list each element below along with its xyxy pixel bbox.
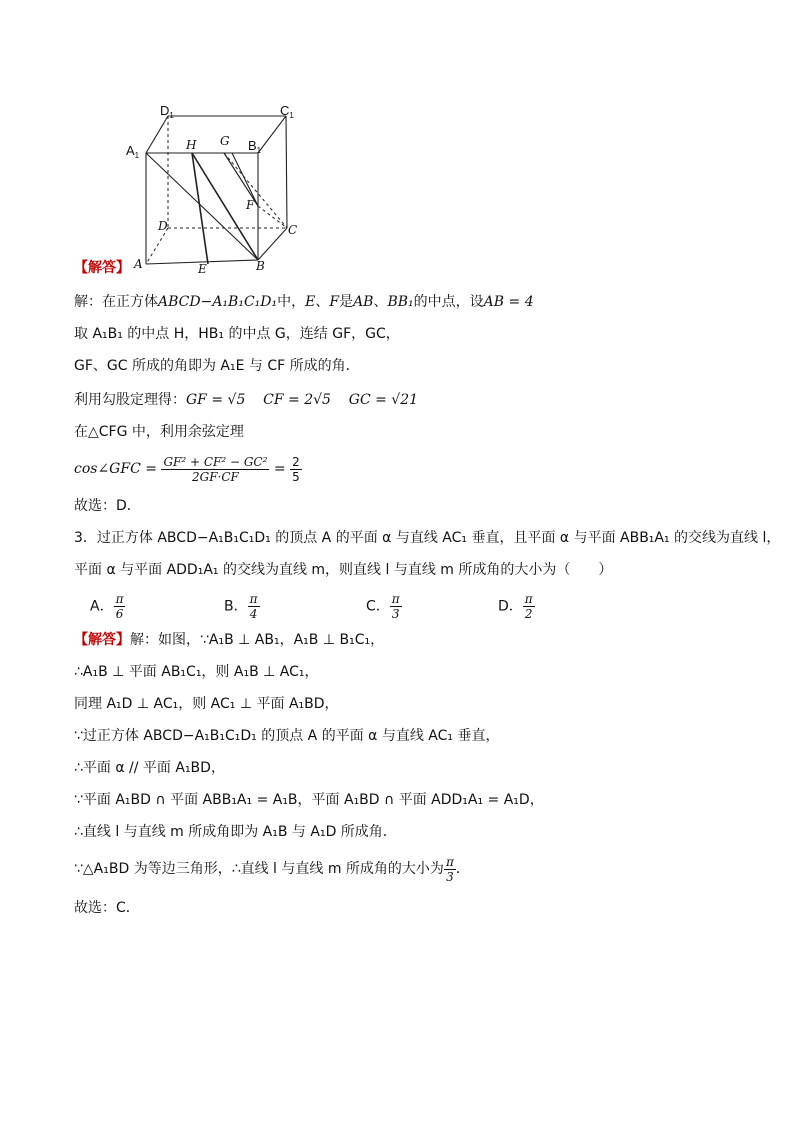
label-b: B xyxy=(256,259,265,273)
label-g: G xyxy=(220,134,230,148)
label-a: A xyxy=(134,257,143,271)
solution-line-3: GF、GC 所成的角即为 A₁E 与 CF 所成的角． xyxy=(74,358,360,374)
label-h: H xyxy=(186,138,197,152)
question-3-line-2: 平面 α 与平面 ADD₁A₁ 的交线为直线 m，则直线 l 与直线 m 所成角的大小为（ ） xyxy=(74,562,613,578)
label-d: D xyxy=(158,219,168,233)
solution-tag: 【解答】 xyxy=(74,260,130,276)
solution-line-7: 故选：D． xyxy=(74,498,141,514)
solution-line-4: 利用勾股定理得：GF = √5 CF = 2√5 GC = √21 xyxy=(74,392,419,408)
solution2-line-7: ∴直线 l 与直线 m 所成角即为 A₁B 与 A₁D 所成角． xyxy=(74,824,397,840)
option-a[interactable]: A． $\frac{\pi}{6}$ xyxy=(90,592,124,621)
solution2-line-5: ∴平面 α // 平面 A₁BD， xyxy=(74,760,225,776)
solution2-line-2: ∴A₁B ⊥ 平面 AB₁C₁，则 A₁B ⊥ AC₁， xyxy=(74,664,319,680)
label-e: E xyxy=(198,262,207,276)
solution-line-6: cos∠GFC = $\frac{\text{GF² + CF² − GC²}}{2GF\cdot CF}$ = $\frac{2}{5}$ xyxy=(74,454,300,484)
option-c[interactable]: C． $\frac{\pi}{3}$ xyxy=(366,592,400,621)
label-b1: $B_1$ xyxy=(248,138,262,155)
solution-line-5: 在△CFG 中，利用余弦定理 xyxy=(74,424,244,440)
option-d[interactable]: D． $\frac{\pi}{2}$ xyxy=(498,592,533,621)
label-c1: $C_1$ xyxy=(280,103,294,120)
solution2-line-1: 【解答】解：如图，∵A₁B ⊥ AB₁，A₁B ⊥ B₁C₁， xyxy=(74,632,385,648)
label-d1: $D_1$ xyxy=(160,103,174,120)
solution2-line-9: 故选：C． xyxy=(74,900,140,916)
label-f: F xyxy=(246,198,255,212)
label-c: C xyxy=(288,223,298,237)
label-a1: $A_1$ xyxy=(126,143,140,160)
solution-line-2: 取 A₁B₁ 的中点 H，HB₁ 的中点 G，连结 GF，GC， xyxy=(74,326,400,342)
solution2-line-6: ∵平面 A₁BD ∩ 平面 ABB₁A₁ = A₁B，平面 A₁BD ∩ 平面 ADD₁A₁ = A₁D， xyxy=(74,792,544,808)
option-b[interactable]: B． $\frac{\pi}{4}$ xyxy=(224,592,258,621)
solution2-line-8: ∵△A₁BD 为等边三角形，∴直线 l 与直线 m 所成角的大小为 $\frac{\pi}{3}$ ． xyxy=(74,854,470,884)
cube-figure xyxy=(120,96,320,276)
solution-line-1: 解：在正方体ABCD−A₁B₁C₁D₁中，E、F是AB、BB₁的中点，设AB = 4 xyxy=(74,294,534,310)
solution2-line-4: ∵过正方体 ABCD−A₁B₁C₁D₁ 的顶点 A 的平面 α 与直线 AC₁ 垂直， xyxy=(74,728,500,744)
question-3-line-1: 3．过正方体 ABCD−A₁B₁C₁D₁ 的顶点 A 的平面 α 与直线 AC₁ 垂直，且平面 α 与平面 ABB₁A₁ 的交线为直线 l， xyxy=(74,530,781,546)
solution2-line-3: 同理 A₁D ⊥ AC₁，则 AC₁ ⊥ 平面 A₁BD， xyxy=(74,696,339,712)
